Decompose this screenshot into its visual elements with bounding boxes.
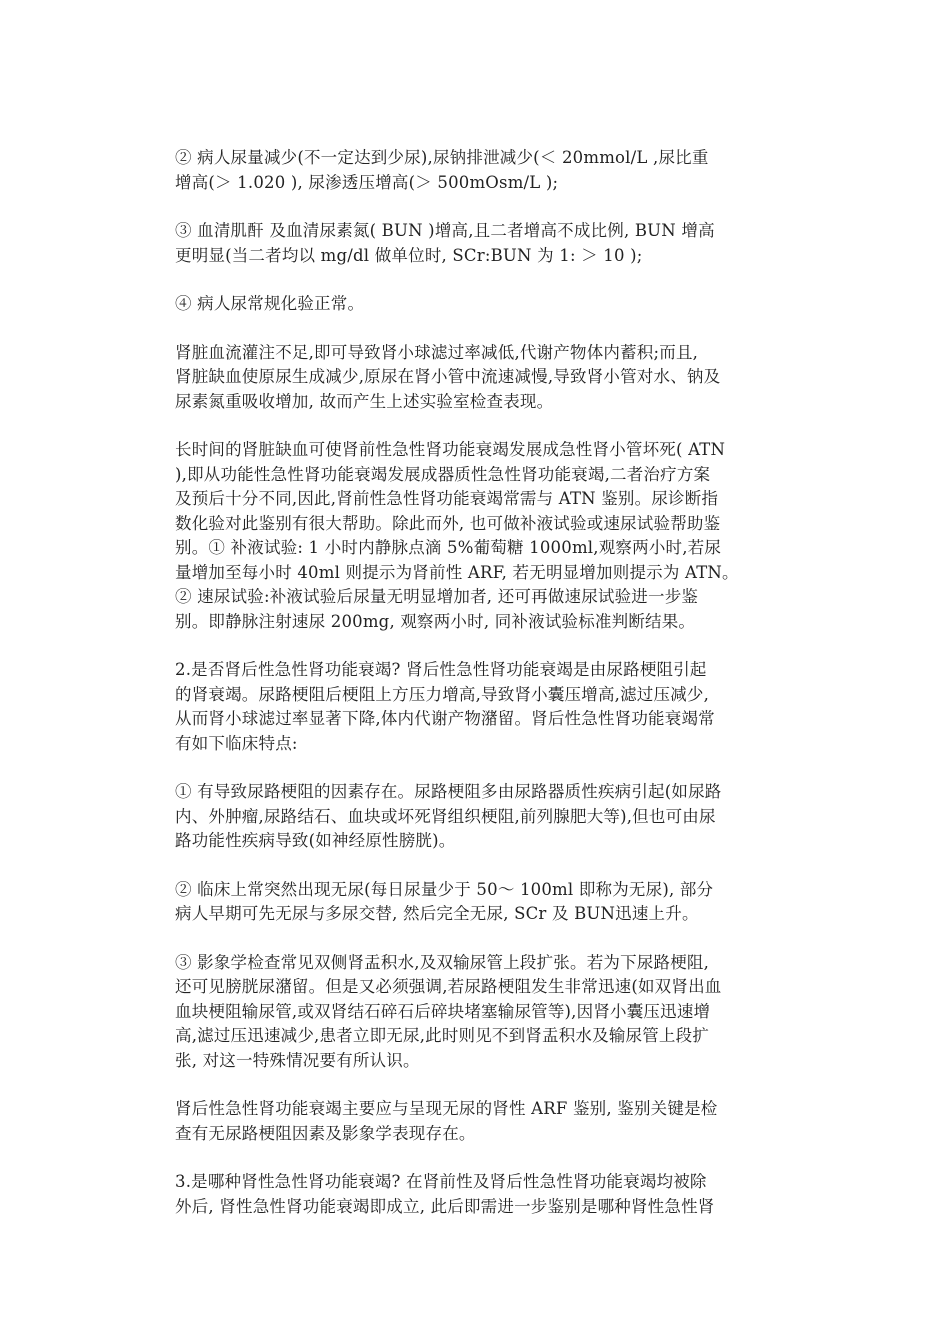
text-line: 外后, 肾性急性肾功能衰竭即成立, 此后即需进一步鉴别是哪种肾性急性肾: [175, 1196, 715, 1216]
paragraph-anuria: [175, 878, 805, 927]
text-line: ② 速尿试验:补液试验后尿量无明显增加者, 还可再做速尿试验进一步鉴: [175, 587, 699, 606]
text-line: 查有无尿路梗阻因素及影象学表现存在。: [175, 1123, 476, 1143]
text-line: 肾后性急性肾功能衰竭主要应与呈现无尿的肾性 ARF 鉴别, 鉴别关键是检: [175, 1099, 718, 1118]
text-line: 别。① 补液试验: 1 小时内静脉点滴 5%葡萄糖 1000ml,观察两小时,若尿: [175, 538, 722, 557]
text-line: 肾脏缺血使原尿生成减少,原尿在肾小管中流速减慢,导致肾小管对水、钠及: [175, 367, 721, 386]
text-line: 高,滤过压迅速减少,患者立即无尿,此时则见不到肾盂积水及输尿管上段扩: [175, 1026, 710, 1045]
text-line: 的肾衰竭。尿路梗阻后梗阻上方压力增高,导致肾小囊压增高,滤过压减少,: [175, 684, 710, 704]
text-line: 及预后十分不同,因此,肾前性急性肾功能衰竭常需与 ATN 鉴别。尿诊断指: [175, 489, 719, 508]
text-line: 量增加至每小时 40ml 则提示为肾前性 ARF, 若无明显增加则提示为 ATN。: [175, 562, 739, 582]
text-line: 有如下临床特点:: [175, 733, 298, 753]
text-line: 2.是否肾后性急性肾功能衰竭? 肾后性急性肾功能衰竭是由尿路梗阻引起: [175, 660, 707, 679]
text-line: 3.是哪种肾性急性肾功能衰竭? 在肾前性及肾后性急性肾功能衰竭均被除: [175, 1172, 707, 1191]
text-line: 内、外肿瘤,尿路结石、血块或坏死肾组织梗阻,前列腺肥大等),但也可由尿: [175, 806, 716, 826]
document-body: [175, 146, 805, 1243]
paragraph-renal-type-heading: [175, 1170, 805, 1219]
text-line: 长时间的肾脏缺血可使肾前性急性肾功能衰竭发展成急性肾小管坏死( ATN: [175, 440, 726, 459]
text-line: ),即从功能性急性肾功能衰竭发展成器质性急性肾功能衰竭,二者治疗方案: [175, 464, 711, 484]
text-line: ① 有导致尿路梗阻的因素存在。尿路梗阻多由尿路器质性疾病引起(如尿路: [175, 782, 722, 801]
text-line: 数化验对此鉴别有很大帮助。除此而外, 也可做补液试验或速尿试验帮助鉴: [175, 513, 721, 533]
text-line: ③ 血清肌酐 及血清尿素氮( BUN )增高,且二者增高不成比例, BUN 增高: [175, 221, 715, 240]
paragraph-atn-differentiation: [175, 438, 805, 634]
paragraph-postrenal-heading: [175, 658, 805, 756]
text-line: 从而肾小球滤过率显著下降,体内代谢产物潴留。肾后性急性肾功能衰竭常: [175, 709, 715, 728]
text-line: 别。即静脉注射速尿 200mg, 观察两小时, 同补液试验标准判断结果。: [175, 611, 696, 631]
text-line: 增高(＞ 1.020 ), 尿渗透压增高(＞ 500mOsm/L );: [175, 172, 559, 192]
paragraph-postrenal-differential: [175, 1097, 805, 1146]
text-line: 血块梗阻输尿管,或双肾结石碎石后碎块堵塞输尿管等),因肾小囊压迅速增: [175, 1001, 711, 1021]
paragraph-urinalysis: [175, 292, 805, 317]
text-line: 病人早期可先无尿与多尿交替, 然后完全无尿, SCr 及 BUN迅速上升。: [175, 904, 699, 923]
text-line: 还可见膀胱尿潴留。但是又必须强调,若尿路梗阻发生非常迅速(如双肾出血: [175, 977, 722, 996]
text-line: ② 病人尿量减少(不一定达到少尿),尿钠排泄减少(＜ 20mmol/L ,尿比重: [175, 148, 709, 167]
text-line: ③ 影象学检查常见双侧肾盂积水,及双输尿管上段扩张。若为下尿路梗阻,: [175, 952, 710, 972]
text-line: 更明显(当二者均以 mg/dl 做单位时, SCr:BUN 为 1: ＞ 10 );: [175, 245, 643, 265]
paragraph-urine-volume: [175, 146, 805, 195]
text-line: 张, 对这一特殊情况要有所认识。: [175, 1050, 420, 1070]
text-line: ② 临床上常突然出现无尿(每日尿量少于 50～ 100ml 即称为无尿), 部分: [175, 879, 714, 899]
text-line: 尿素氮重吸收增加, 故而产生上述实验室检查表现。: [175, 391, 554, 411]
paragraph-obstruction-factors: [175, 780, 805, 854]
text-line: 肾脏血流灌注不足,即可导致肾小球滤过率减低,代谢产物体内蓄积;而且,: [175, 342, 699, 362]
paragraph-renal-perfusion: [175, 341, 805, 415]
paragraph-imaging: [175, 951, 805, 1074]
paragraph-serum-creatinine: [175, 219, 805, 268]
text-line: 路功能性疾病导致(如神经原性膀胱)。: [175, 831, 456, 850]
text-line: ④ 病人尿常规化验正常。: [175, 294, 365, 313]
